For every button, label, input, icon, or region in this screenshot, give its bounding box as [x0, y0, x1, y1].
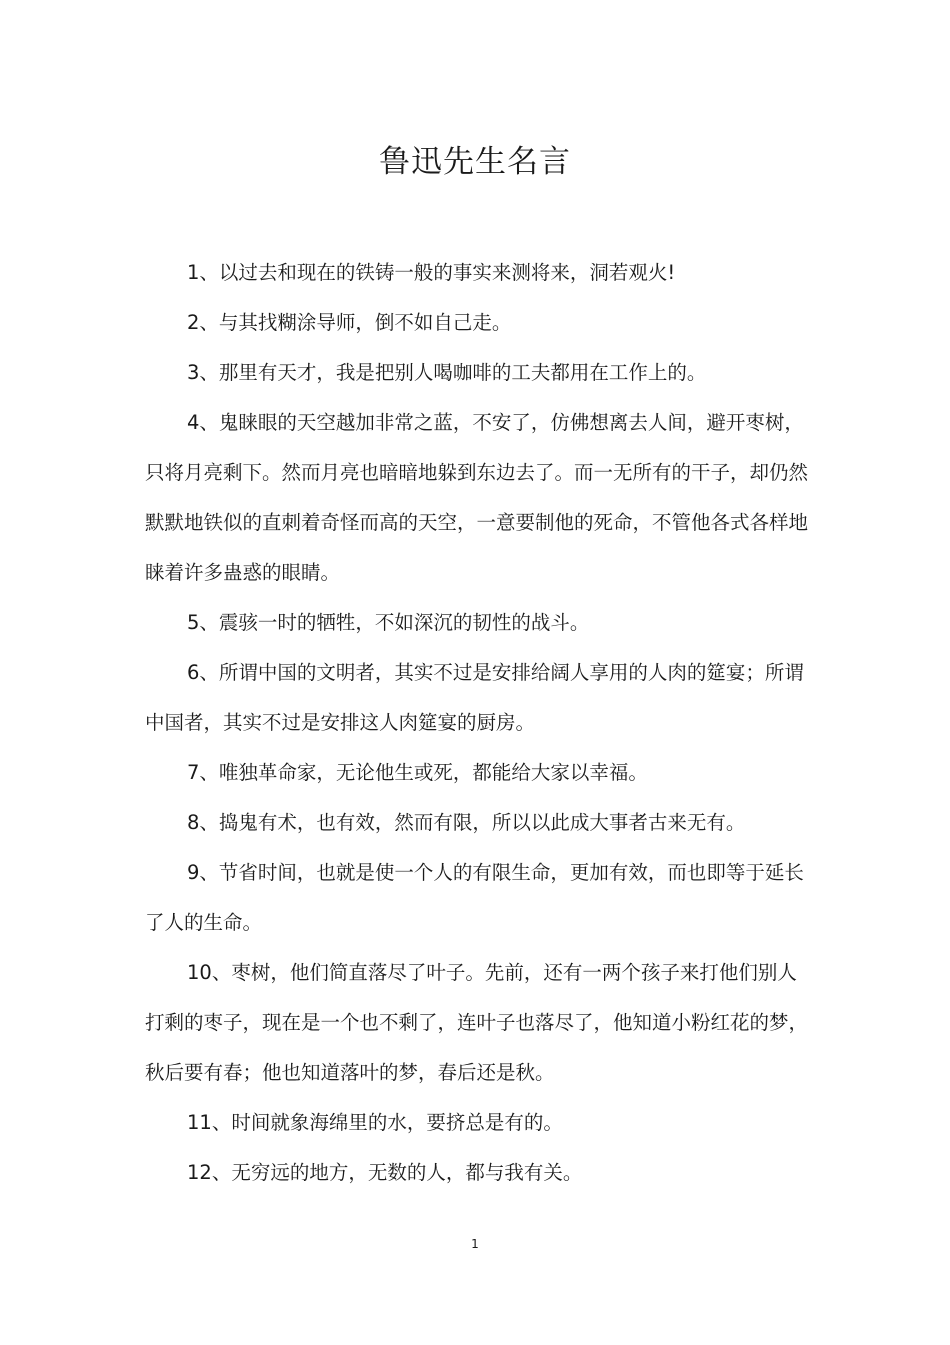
- quote-item: 3、那里有天才，我是把别人喝咖啡的工夫都用在工作上的。: [187, 361, 707, 384]
- quote-list: [145, 248, 815, 1198]
- quote-item: 5、震骇一时的牺牲，不如深沉的韧性的战斗。: [187, 611, 590, 634]
- quote-item: 11、时间就象海绵里的水，要挤总是有的。: [187, 1111, 563, 1134]
- quote-item: 1、以过去和现在的铁铸一般的事实来测将来，洞若观火!: [187, 261, 676, 284]
- quote-item: 12、无穷远的地方，无数的人，都与我有关。: [187, 1161, 583, 1184]
- quote-item: 2、与其找糊涂导师，倒不如自己走。: [187, 311, 512, 334]
- document-title: 鲁迅先生名言: [379, 144, 571, 180]
- page-number: 1: [471, 1237, 479, 1251]
- quote-item: 7、唯独革命家，无论他生或死，都能给大家以幸福。: [187, 761, 648, 784]
- quote-item: 10、枣树，他们简直落尽了叶子。先前，还有一两个孩子来打他们别人打剩的枣子，现在是一个也不剩了，连叶子也落尽了，他知道小粉红花的梦，秋后要有春；他也知道落叶的梦，春后还是秋。: [145, 961, 809, 1084]
- quote-item: 6、所谓中国的文明者，其实不过是安排给阔人享用的人肉的筵宴；所谓中国者，其实不过是安排这人肉筵宴的厨房。: [145, 661, 804, 734]
- quote-item: 9、节省时间，也就是使一个人的有限生命，更加有效，而也即等于延长了人的生命。: [145, 861, 804, 934]
- quote-item: 8、捣鬼有术，也有效，然而有限，所以以此成大事者古来无有。: [187, 811, 746, 834]
- quote-item: 4、鬼睐眼的天空越加非常之蓝，不安了，仿佛想离去人间，避开枣树，只将月亮剩下。然而月亮也暗暗地躲到东边去了。而一无所有的干子，却仍然默默地铁似的直刺着奇怪而高的天空，一意要制他的死命，不管他各式各样地睐着许多蛊惑的眼睛。: [145, 411, 809, 584]
